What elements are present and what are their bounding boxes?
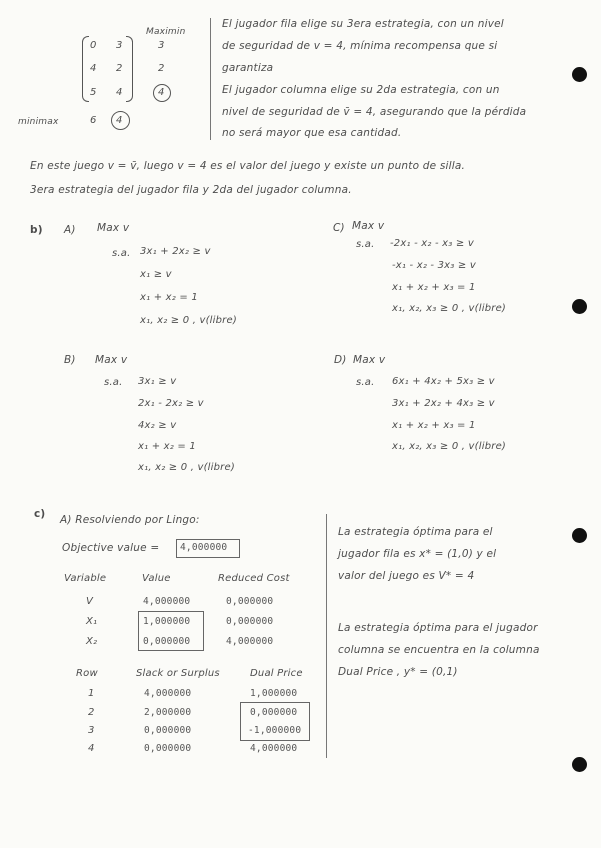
lp-constraint: 6x₁ + 4x₂ + 5x₃ ≥ v xyxy=(392,376,495,387)
lp-constraint: 4x₂ ≥ v xyxy=(138,420,177,431)
var-header: Variable xyxy=(64,573,107,584)
punch-hole-1 xyxy=(572,67,587,82)
lp-constraint: 3x₁ + 2x₂ + 4x₃ ≥ v xyxy=(392,398,495,409)
table-row: X₂ xyxy=(86,636,98,647)
minimax-label: minimax xyxy=(18,117,59,127)
lp-constraint: x₁, x₂ ≥ 0 , v(libre) xyxy=(140,315,237,326)
lp-constraint: -2x₁ - x₂ - x₃ ≥ v xyxy=(390,238,474,249)
lp-sa: s.a. xyxy=(356,377,375,388)
lp-constraint: x₁ + x₂ = 1 xyxy=(140,292,198,303)
table-cell: 0,000000 xyxy=(143,636,191,647)
row-min: 2 xyxy=(158,63,165,74)
matrix-right-bracket xyxy=(126,36,133,102)
lp-label: D) xyxy=(334,354,347,366)
table-cell: 4,000000 xyxy=(226,636,274,647)
lp-constraint: x₁, x₂ ≥ 0 , v(libre) xyxy=(138,462,235,473)
note-line: La estrategia óptima para el jugador xyxy=(338,622,538,634)
lp-objective: Max v xyxy=(353,354,386,366)
row-min-circle xyxy=(153,84,171,102)
matrix-cell: 0 xyxy=(90,40,97,51)
table-cell: -1,000000 xyxy=(248,725,302,736)
matrix-cell: 4 xyxy=(90,63,97,74)
note-line: columna se encuentra en la columna xyxy=(338,644,540,656)
punch-hole-2 xyxy=(572,299,587,314)
note-line: nivel de seguridad de v̄ = 4, asegurando que la pérdida xyxy=(222,106,527,118)
punch-hole-4 xyxy=(572,757,587,772)
table-cell: 4,000000 xyxy=(144,688,192,699)
matrix-cell: 3 xyxy=(116,40,123,51)
objective-label: Objective value = xyxy=(62,542,160,554)
table-row: 4 xyxy=(88,743,95,754)
note-line: no será mayor que esa cantidad. xyxy=(222,127,402,139)
lp-constraint: 3x₁ + 2x₂ ≥ v xyxy=(140,246,211,257)
lp-constraint: -x₁ - x₂ - 3x₃ ≥ v xyxy=(392,260,476,271)
row-header: Row xyxy=(76,668,98,679)
section-c-label: c) xyxy=(34,508,46,520)
matrix-cell: 2 xyxy=(116,63,123,74)
table-cell: 1,000000 xyxy=(143,616,191,627)
table-row: 1 xyxy=(88,688,95,699)
lp-objective: Max v xyxy=(97,222,130,234)
lp-label: A) xyxy=(64,224,76,236)
col-max: 6 xyxy=(90,115,97,126)
note-line: jugador fila es x* = (1,0) y el xyxy=(338,548,497,560)
top-divider xyxy=(210,18,211,140)
lp-constraint: x₁, x₂, x₃ ≥ 0 , v(libre) xyxy=(392,303,507,314)
table-cell: 0,000000 xyxy=(144,725,192,736)
lp-constraint: x₁ + x₂ = 1 xyxy=(138,441,196,452)
table-cell: 1,000000 xyxy=(250,688,298,699)
row-header: Slack or Surplus xyxy=(136,668,220,679)
lp-label: B) xyxy=(64,354,76,366)
lp-objective: Max v xyxy=(352,220,385,232)
table-cell: 0,000000 xyxy=(144,743,192,754)
row-min: 3 xyxy=(158,40,165,51)
lp-sa: s.a. xyxy=(104,377,123,388)
table-cell: 4,000000 xyxy=(143,596,191,607)
lp-sa: s.a. xyxy=(356,239,375,250)
table-cell: 0,000000 xyxy=(250,707,298,718)
var-header: Value xyxy=(142,573,171,584)
objective-value: 4,000000 xyxy=(180,542,228,553)
lp-label: C) xyxy=(333,222,345,234)
note-line: El jugador columna elige su 2da estrategia, con un xyxy=(222,84,500,96)
punch-hole-3 xyxy=(572,528,587,543)
note-line: garantiza xyxy=(222,62,274,74)
lp-constraint: 3x₁ ≥ v xyxy=(138,376,177,387)
table-row: X₁ xyxy=(86,616,98,627)
col-max-circle xyxy=(111,111,130,130)
matrix-left-bracket xyxy=(82,36,89,102)
table-row: V xyxy=(86,596,94,607)
section-c-divider xyxy=(326,514,327,758)
saddle-line: En este juego v = v̄, luego v = 4 es el valor del juego y existe un punto de silla. xyxy=(30,160,466,172)
var-header: Reduced Cost xyxy=(218,573,290,584)
maximin-label: Maximin xyxy=(146,27,186,37)
row-min-circled: 4 xyxy=(158,87,165,98)
lp-constraint: 2x₁ - 2x₂ ≥ v xyxy=(138,398,204,409)
saddle-line: 3era estrategia del jugador fila y 2da del jugador columna. xyxy=(30,184,352,196)
note-line: Dual Price , y* = (0,1) xyxy=(338,666,458,678)
note-line: de seguridad de v = 4, mínima recompensa que si xyxy=(222,40,498,52)
col-max-circled: 4 xyxy=(116,115,123,126)
lp-constraint: x₁ + x₂ + x₃ = 1 xyxy=(392,420,476,431)
row-header: Dual Price xyxy=(250,668,303,679)
note-line: El jugador fila elige su 3era estrategia, con un nivel xyxy=(222,18,504,30)
table-cell: 2,000000 xyxy=(144,707,192,718)
table-cell: 0,000000 xyxy=(226,616,274,627)
lp-sa: s.a. xyxy=(112,248,131,259)
lingo-heading: A) Resolviendo por Lingo: xyxy=(60,514,200,526)
dual-price-box xyxy=(240,702,310,741)
table-row: 3 xyxy=(88,725,95,736)
lp-constraint: x₁ + x₂ + x₃ = 1 xyxy=(392,282,476,293)
x-values-box xyxy=(138,611,204,651)
note-line: La estrategia óptima para el xyxy=(338,526,493,538)
lp-objective: Max v xyxy=(95,354,128,366)
lp-constraint: x₁, x₂, x₃ ≥ 0 , v(libre) xyxy=(392,441,507,452)
table-cell: 4,000000 xyxy=(250,743,298,754)
note-line: valor del juego es V* = 4 xyxy=(338,570,475,582)
table-cell: 0,000000 xyxy=(226,596,274,607)
matrix-cell: 5 xyxy=(90,87,97,98)
section-b-label: b) xyxy=(30,224,43,236)
matrix-cell: 4 xyxy=(116,87,123,98)
table-row: 2 xyxy=(88,707,95,718)
lp-constraint: x₁ ≥ v xyxy=(140,269,172,280)
